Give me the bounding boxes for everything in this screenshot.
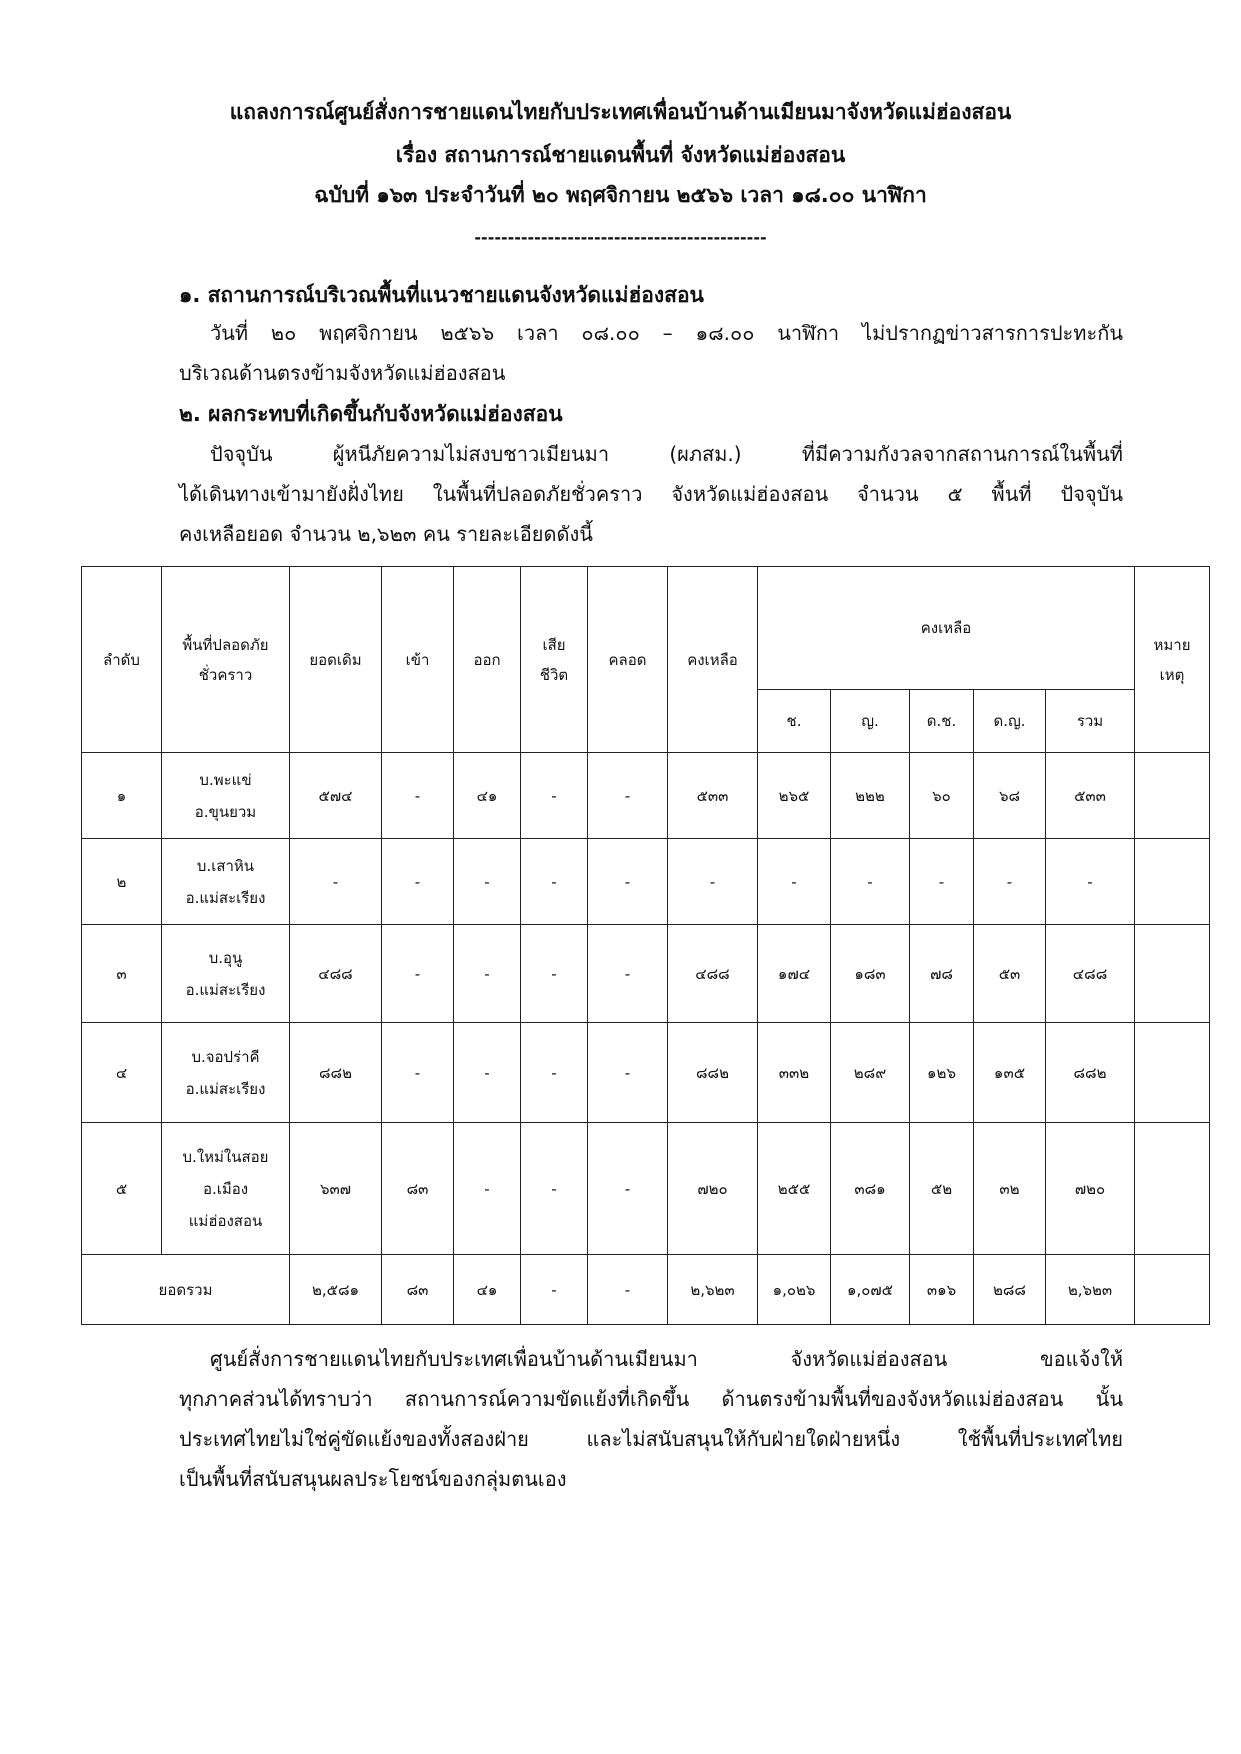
total-note [1135, 1255, 1210, 1325]
header-dead [521, 567, 588, 753]
cell-order: ๒ [82, 839, 162, 925]
section2-line3: คงเหลือยอด จำนวน ๒,๖๒๓ คน รายละเอียดดังนี้ [179, 522, 593, 546]
total-born: - [588, 1255, 668, 1325]
cell-in: - [382, 1023, 454, 1123]
cell-out: - [454, 1023, 521, 1123]
table-row [82, 925, 1210, 1023]
cell-boy: ๑๒๖ [910, 1023, 974, 1123]
closing-line1: ศูนย์สั่งการชายแดนไทยกับประเทศเพื่อนบ้านด้านเมียนมา จังหวัดแม่ฮ่องสอน ขอแจ้งให้ [210, 1347, 1123, 1371]
header-note [1135, 567, 1210, 753]
cell-total: ๗๒๐ [1046, 1123, 1135, 1255]
total-female: ๑,๐๗๕ [831, 1255, 910, 1325]
section2-line2: ได้เดินทางเข้ามายังฝั่งไทย ในพื้นที่ปลอดภัยชั่วคราว จังหวัดแม่ฮ่องสอน จำนวน ๕ พื้นที่ ปัจจุบัน [179, 482, 1123, 506]
cell-area-line: อ.เมือง [202, 1179, 249, 1198]
table-row [82, 753, 1210, 839]
cell-order: ๕ [82, 1123, 162, 1255]
section2-heading: ๒. ผลกระทบที่เกิดขึ้นกับจังหวัดแม่ฮ่องสอน [179, 402, 563, 426]
cell-remain: - [668, 839, 758, 925]
cell-in: - [382, 753, 454, 839]
cell-male: ๑๗๔ [758, 925, 831, 1023]
header-original: ยอดเดิม [290, 567, 382, 753]
total-in: ๘๓ [382, 1255, 454, 1325]
total-dead: - [521, 1255, 588, 1325]
closing-line4: เป็นพื้นที่สนับสนุนผลประโยชน์ของกลุ่มตนเอง [179, 1467, 567, 1491]
cell-boy: ๖๐ [910, 753, 974, 839]
document-title-line3: ฉบับที่ ๑๖๓ ประจำวันที่ ๒๐ พฤศจิกายน ๒๕๖๖ เวลา ๑๘.๐๐ นาฬิกา [314, 183, 927, 207]
header-area-line2: ชั่วคราว [198, 665, 253, 684]
document-title-line1: แถลงการณ์ศูนย์สั่งการชายแดนไทยกับประเทศเพื่อนบ้านด้านเมียนมาจังหวัดแม่ฮ่องสอน [229, 100, 1012, 124]
total-girl: ๒๘๘ [974, 1255, 1046, 1325]
closing-paragraph [179, 1339, 1123, 1499]
cell-boy: ๕๒ [910, 1123, 974, 1255]
section2-paragraph [179, 434, 1123, 554]
cell-born: - [588, 1123, 668, 1255]
cell-born: - [588, 753, 668, 839]
section2-line1: ปัจจุบัน ผู้หนีภัยความไม่สงบชาวเมียนมา (ผภสม.) ที่มีความกังวลจากสถานการณ์ในพื้นที่ [210, 442, 1123, 466]
cell-female: ๑๘๓ [831, 925, 910, 1023]
header-male: ช. [758, 690, 831, 753]
header-note-line1: หมาย [1153, 635, 1191, 654]
total-original: ๒,๕๘๑ [290, 1255, 382, 1325]
total-remain: ๒,๖๒๓ [668, 1255, 758, 1325]
cell-born: - [588, 839, 668, 925]
header-dead-line1: เสีย [542, 635, 566, 654]
cell-area-line: อ.แม่สะเรียง [185, 1079, 266, 1098]
cell-note [1135, 753, 1210, 839]
cell-total: ๔๘๘ [1046, 925, 1135, 1023]
header-in: เข้า [382, 567, 454, 753]
cell-remain: ๕๓๓ [668, 753, 758, 839]
cell-note [1135, 1023, 1210, 1123]
document-title-line2: เรื่อง สถานการณ์ชายแดนพื้นที่ จังหวัดแม่ฮ่องสอน [395, 143, 846, 167]
separator-line: -------------------------------------------- [474, 228, 767, 247]
total-male: ๑,๐๒๖ [758, 1255, 831, 1325]
cell-total: - [1046, 839, 1135, 925]
cell-note [1135, 839, 1210, 925]
cell-male: ๒๕๕ [758, 1123, 831, 1255]
header-area-line1: พื้นที่ปลอดภัย [182, 635, 269, 654]
cell-female: ๒๒๒ [831, 753, 910, 839]
cell-remain: ๔๘๘ [668, 925, 758, 1023]
cell-area-line: อ.ขุนยวม [194, 802, 257, 821]
header-total: รวม [1046, 690, 1135, 753]
table-row [82, 839, 1210, 925]
cell-out: - [454, 839, 521, 925]
cell-area-line: บ.ใหม่ในสอย [182, 1147, 269, 1166]
cell-girl: ๕๓ [974, 925, 1046, 1023]
closing-line2: ทุกภาคส่วนได้ทราบว่า สถานการณ์ความขัดแย้งที่เกิดขึ้น ด้านตรงข้ามพื้นที่ของจังหวัดแม่ฮ่องสอน นั้น [179, 1387, 1123, 1411]
cell-area [162, 753, 290, 839]
table-row [82, 1123, 1210, 1255]
cell-girl: ๖๘ [974, 753, 1046, 839]
cell-boy: ๗๘ [910, 925, 974, 1023]
cell-total: ๘๘๒ [1046, 1023, 1135, 1123]
cell-in: ๘๓ [382, 1123, 454, 1255]
section1-paragraph [179, 313, 1123, 393]
cell-dead: - [521, 1023, 588, 1123]
cell-male: ๓๓๒ [758, 1023, 831, 1123]
cell-girl: ๓๒ [974, 1123, 1046, 1255]
cell-original: - [290, 839, 382, 925]
header-born: คลอด [588, 567, 668, 753]
total-boy: ๓๑๖ [910, 1255, 974, 1325]
header-dead-line2: ชีวิต [539, 665, 569, 684]
header-boy: ด.ช. [910, 690, 974, 753]
cell-area [162, 839, 290, 925]
cell-dead: - [521, 1123, 588, 1255]
cell-female: ๒๘๙ [831, 1023, 910, 1123]
header-remain-group: คงเหลือ [758, 567, 1135, 690]
closing-line3: ประเทศไทยไม่ใช่คู่ขัดแย้งของทั้งสองฝ่าย และไม่สนับสนุนให้กับฝ่ายใดฝ่ายหนึ่ง ใช้พื้นที่ประเทศไทย [179, 1427, 1123, 1451]
header-remain: คงเหลือ [668, 567, 758, 753]
cell-original: ๔๘๘ [290, 925, 382, 1023]
header-note-line2: เหตุ [1159, 665, 1185, 684]
cell-male: - [758, 839, 831, 925]
cell-area [162, 925, 290, 1023]
cell-order: ๑ [82, 753, 162, 839]
cell-area-line: บ.อุนู [208, 948, 243, 967]
cell-area-line: อ.แม่สะเรียง [185, 888, 266, 907]
cell-girl: ๑๓๕ [974, 1023, 1046, 1123]
cell-male: ๒๖๕ [758, 753, 831, 839]
section1-heading: ๑. สถานการณ์บริเวณพื้นที่แนวชายแดนจังหวัดแม่ฮ่องสอน [179, 283, 704, 307]
cell-area-line: บ.เสาหิน [196, 856, 255, 875]
cell-dead: - [521, 839, 588, 925]
cell-area [162, 1023, 290, 1123]
cell-dead: - [521, 753, 588, 839]
header-girl: ด.ญ. [974, 690, 1046, 753]
total-out: ๔๑ [454, 1255, 521, 1325]
total-label: ยอดรวม [82, 1255, 290, 1325]
cell-note [1135, 1123, 1210, 1255]
cell-female: ๓๘๑ [831, 1123, 910, 1255]
cell-remain: ๘๘๒ [668, 1023, 758, 1123]
header-female: ญ. [831, 690, 910, 753]
cell-area [162, 1123, 290, 1255]
cell-born: - [588, 925, 668, 1023]
table-row [82, 1023, 1210, 1123]
cell-in: - [382, 925, 454, 1023]
cell-dead: - [521, 925, 588, 1023]
cell-original: ๖๓๗ [290, 1123, 382, 1255]
cell-area-line: แม่ฮ่องสอน [188, 1211, 263, 1230]
header-area [162, 567, 290, 753]
cell-in: - [382, 839, 454, 925]
cell-boy: - [910, 839, 974, 925]
cell-area-line: บ.จอปร่าคี [191, 1047, 260, 1066]
cell-original: ๘๘๒ [290, 1023, 382, 1123]
refugee-table [81, 566, 1210, 1325]
cell-area-line: อ.แม่สะเรียง [185, 980, 266, 999]
table-total-row [82, 1255, 1210, 1325]
cell-area-line: บ.พะแข่ [199, 770, 252, 789]
total-total: ๒,๖๒๓ [1046, 1255, 1135, 1325]
cell-born: - [588, 1023, 668, 1123]
cell-out: ๔๑ [454, 753, 521, 839]
header-order: ลำดับ [82, 567, 162, 753]
cell-female: - [831, 839, 910, 925]
section1-line1: วันที่ ๒๐ พฤศจิกายน ๒๕๖๖ เวลา ๐๘.๐๐ – ๑๘.๐๐ นาฬิกา ไม่ปรากฏข่าวสารการปะทะกัน [210, 321, 1123, 345]
cell-out: - [454, 925, 521, 1023]
header-out: ออก [454, 567, 521, 753]
cell-remain: ๗๒๐ [668, 1123, 758, 1255]
section1-line2: บริเวณด้านตรงข้ามจังหวัดแม่ฮ่องสอน [179, 361, 506, 385]
cell-order: ๓ [82, 925, 162, 1023]
cell-out: - [454, 1123, 521, 1255]
cell-order: ๔ [82, 1023, 162, 1123]
cell-total: ๕๓๓ [1046, 753, 1135, 839]
cell-original: ๕๗๔ [290, 753, 382, 839]
cell-note [1135, 925, 1210, 1023]
cell-girl: - [974, 839, 1046, 925]
